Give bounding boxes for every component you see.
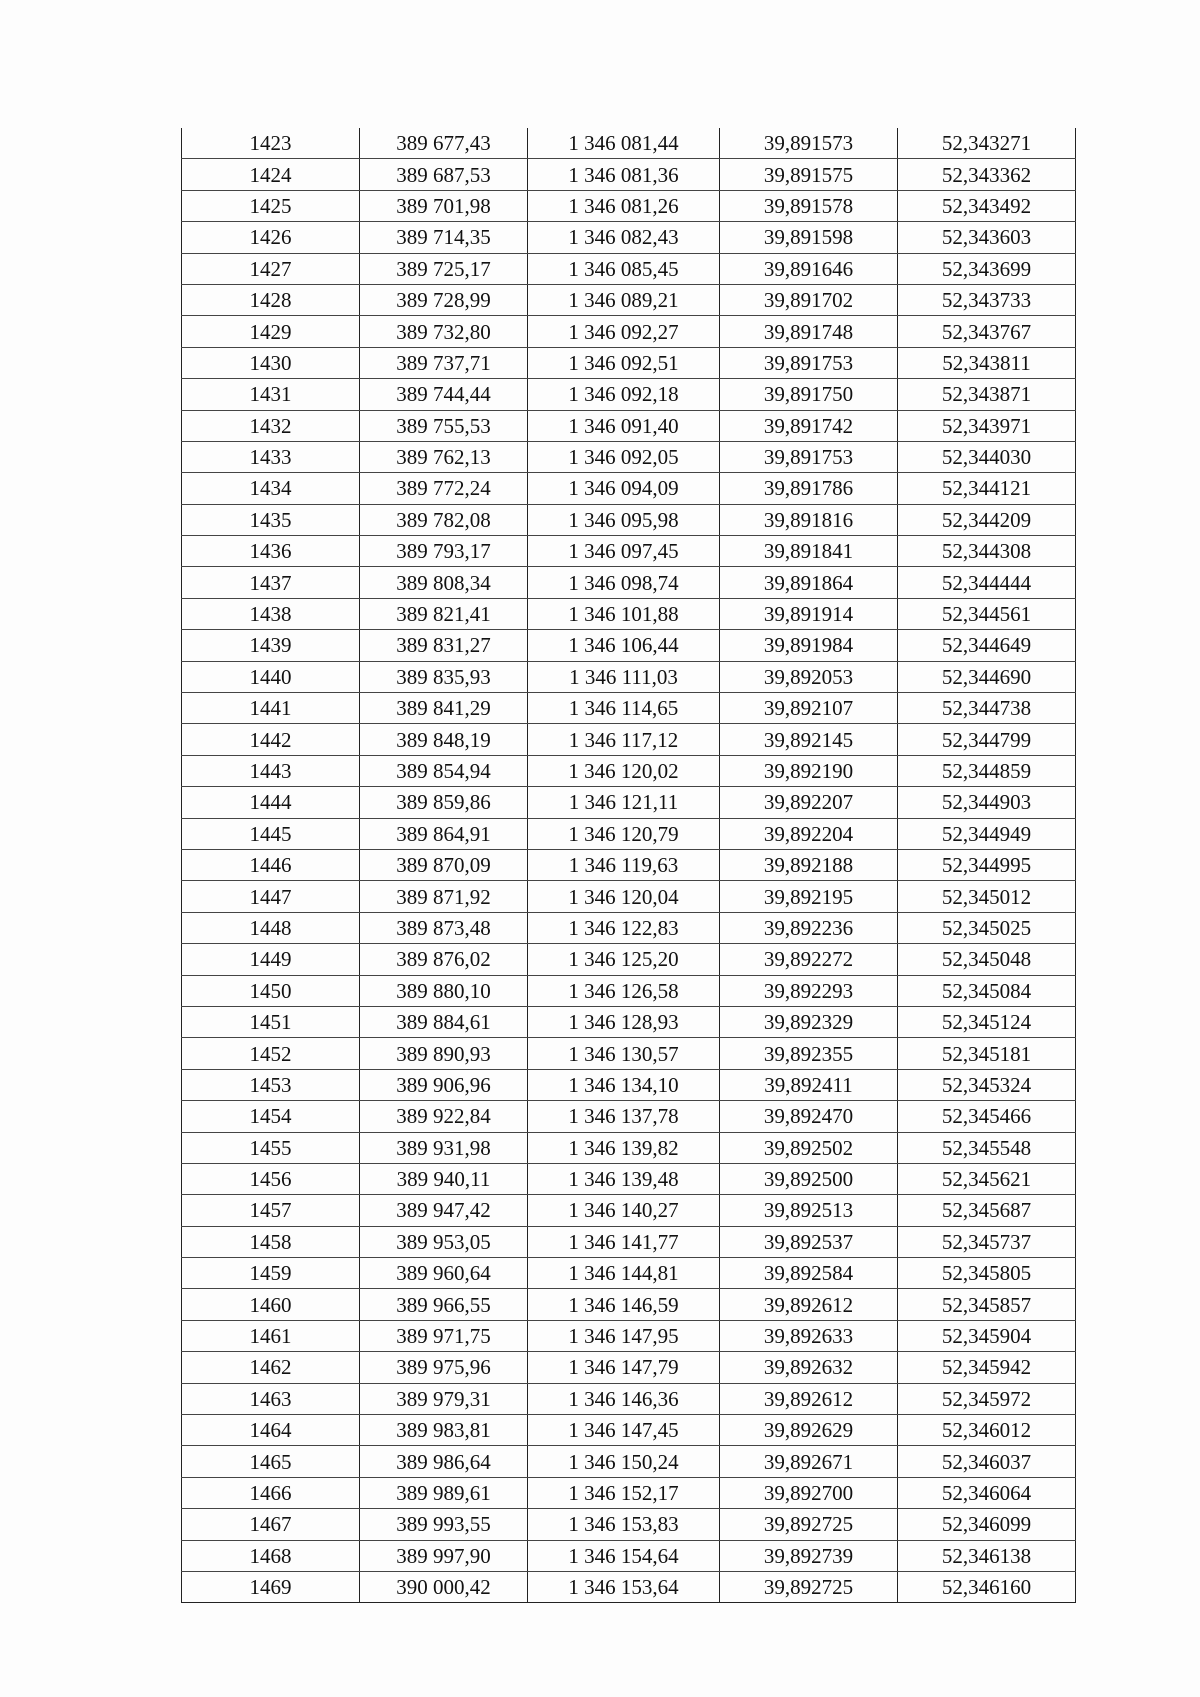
- latitude-cell: 52,345904: [898, 1320, 1076, 1351]
- x-coordinate-cell: 389 864,91: [360, 818, 528, 849]
- x-coordinate-cell: 389 732,80: [360, 316, 528, 347]
- point-number-cell: 1427: [182, 253, 360, 284]
- x-coordinate-cell: 389 848,19: [360, 724, 528, 755]
- table-row: [182, 316, 1076, 347]
- point-number-cell: 1457: [182, 1195, 360, 1226]
- x-coordinate-cell: 389 966,55: [360, 1289, 528, 1320]
- latitude-cell: 52,345972: [898, 1383, 1076, 1414]
- y-coordinate-cell: 1 346 117,12: [528, 724, 720, 755]
- point-number-cell: 1428: [182, 284, 360, 315]
- point-number-cell: 1434: [182, 473, 360, 504]
- latitude-cell: 52,344444: [898, 567, 1076, 598]
- table-row: [182, 1352, 1076, 1383]
- x-coordinate-cell: 389 854,94: [360, 755, 528, 786]
- point-number-cell: 1437: [182, 567, 360, 598]
- point-number-cell: 1429: [182, 316, 360, 347]
- table-row: [182, 1383, 1076, 1414]
- table-row: [182, 284, 1076, 315]
- latitude-cell: 52,345124: [898, 1006, 1076, 1037]
- longitude-cell: 39,892195: [720, 881, 898, 912]
- table-row: [182, 504, 1076, 535]
- longitude-cell: 39,891841: [720, 536, 898, 567]
- point-number-cell: 1444: [182, 787, 360, 818]
- latitude-cell: 52,345012: [898, 881, 1076, 912]
- latitude-cell: 52,344030: [898, 441, 1076, 472]
- longitude-cell: 39,892612: [720, 1383, 898, 1414]
- table-row: [182, 1226, 1076, 1257]
- y-coordinate-cell: 1 346 120,79: [528, 818, 720, 849]
- latitude-cell: 52,343971: [898, 410, 1076, 441]
- y-coordinate-cell: 1 346 094,09: [528, 473, 720, 504]
- longitude-cell: 39,892355: [720, 1038, 898, 1069]
- x-coordinate-cell: 389 989,61: [360, 1477, 528, 1508]
- latitude-cell: 52,344649: [898, 630, 1076, 661]
- x-coordinate-cell: 389 714,35: [360, 222, 528, 253]
- latitude-cell: 52,344799: [898, 724, 1076, 755]
- y-coordinate-cell: 1 346 120,02: [528, 755, 720, 786]
- table-row: [182, 222, 1076, 253]
- point-number-cell: 1460: [182, 1289, 360, 1320]
- x-coordinate-cell: 389 971,75: [360, 1320, 528, 1351]
- y-coordinate-cell: 1 346 098,74: [528, 567, 720, 598]
- point-number-cell: 1464: [182, 1415, 360, 1446]
- y-coordinate-cell: 1 346 091,40: [528, 410, 720, 441]
- latitude-cell: 52,343362: [898, 159, 1076, 190]
- y-coordinate-cell: 1 346 146,36: [528, 1383, 720, 1414]
- longitude-cell: 39,891748: [720, 316, 898, 347]
- latitude-cell: 52,346064: [898, 1477, 1076, 1508]
- y-coordinate-cell: 1 346 081,26: [528, 190, 720, 221]
- longitude-cell: 39,892537: [720, 1226, 898, 1257]
- point-number-cell: 1446: [182, 849, 360, 880]
- y-coordinate-cell: 1 346 147,79: [528, 1352, 720, 1383]
- table-row: [182, 1069, 1076, 1100]
- x-coordinate-cell: 389 831,27: [360, 630, 528, 661]
- table-row: [182, 473, 1076, 504]
- y-coordinate-cell: 1 346 089,21: [528, 284, 720, 315]
- point-number-cell: 1445: [182, 818, 360, 849]
- latitude-cell: 52,345942: [898, 1352, 1076, 1383]
- coordinates-table: [181, 128, 1076, 1603]
- longitude-cell: 39,892502: [720, 1132, 898, 1163]
- y-coordinate-cell: 1 346 144,81: [528, 1258, 720, 1289]
- y-coordinate-cell: 1 346 122,83: [528, 912, 720, 943]
- point-number-cell: 1435: [182, 504, 360, 535]
- latitude-cell: 52,344121: [898, 473, 1076, 504]
- x-coordinate-cell: 389 873,48: [360, 912, 528, 943]
- point-number-cell: 1452: [182, 1038, 360, 1069]
- table-row: [182, 630, 1076, 661]
- latitude-cell: 52,343492: [898, 190, 1076, 221]
- latitude-cell: 52,346160: [898, 1571, 1076, 1602]
- longitude-cell: 39,892739: [720, 1540, 898, 1571]
- table-row: [182, 1132, 1076, 1163]
- longitude-cell: 39,891816: [720, 504, 898, 535]
- y-coordinate-cell: 1 346 134,10: [528, 1069, 720, 1100]
- x-coordinate-cell: 389 755,53: [360, 410, 528, 441]
- latitude-cell: 52,345737: [898, 1226, 1076, 1257]
- latitude-cell: 52,344561: [898, 598, 1076, 629]
- point-number-cell: 1441: [182, 693, 360, 724]
- x-coordinate-cell: 389 762,13: [360, 441, 528, 472]
- table-row: [182, 849, 1076, 880]
- table-row: [182, 1101, 1076, 1132]
- longitude-cell: 39,891753: [720, 441, 898, 472]
- y-coordinate-cell: 1 346 101,88: [528, 598, 720, 629]
- y-coordinate-cell: 1 346 120,04: [528, 881, 720, 912]
- longitude-cell: 39,892725: [720, 1571, 898, 1602]
- y-coordinate-cell: 1 346 147,95: [528, 1320, 720, 1351]
- x-coordinate-cell: 389 782,08: [360, 504, 528, 535]
- point-number-cell: 1442: [182, 724, 360, 755]
- longitude-cell: 39,892236: [720, 912, 898, 943]
- x-coordinate-cell: 389 821,41: [360, 598, 528, 629]
- latitude-cell: 52,343767: [898, 316, 1076, 347]
- point-number-cell: 1451: [182, 1006, 360, 1037]
- table-row: [182, 912, 1076, 943]
- longitude-cell: 39,892204: [720, 818, 898, 849]
- table-row: [182, 347, 1076, 378]
- latitude-cell: 52,345466: [898, 1101, 1076, 1132]
- point-number-cell: 1438: [182, 598, 360, 629]
- longitude-cell: 39,892272: [720, 944, 898, 975]
- x-coordinate-cell: 390 000,42: [360, 1571, 528, 1602]
- point-number-cell: 1461: [182, 1320, 360, 1351]
- y-coordinate-cell: 1 346 106,44: [528, 630, 720, 661]
- x-coordinate-cell: 389 986,64: [360, 1446, 528, 1477]
- latitude-cell: 52,344949: [898, 818, 1076, 849]
- point-number-cell: 1431: [182, 379, 360, 410]
- table-row: [182, 441, 1076, 472]
- y-coordinate-cell: 1 346 139,82: [528, 1132, 720, 1163]
- point-number-cell: 1453: [182, 1069, 360, 1100]
- table-row: [182, 661, 1076, 692]
- table-row: [182, 1446, 1076, 1477]
- y-coordinate-cell: 1 346 081,44: [528, 128, 720, 159]
- latitude-cell: 52,345805: [898, 1258, 1076, 1289]
- longitude-cell: 39,891984: [720, 630, 898, 661]
- x-coordinate-cell: 389 701,98: [360, 190, 528, 221]
- x-coordinate-cell: 389 808,34: [360, 567, 528, 598]
- latitude-cell: 52,345687: [898, 1195, 1076, 1226]
- y-coordinate-cell: 1 346 081,36: [528, 159, 720, 190]
- y-coordinate-cell: 1 346 092,51: [528, 347, 720, 378]
- x-coordinate-cell: 389 772,24: [360, 473, 528, 504]
- x-coordinate-cell: 389 871,92: [360, 881, 528, 912]
- x-coordinate-cell: 389 993,55: [360, 1509, 528, 1540]
- y-coordinate-cell: 1 346 097,45: [528, 536, 720, 567]
- point-number-cell: 1466: [182, 1477, 360, 1508]
- point-number-cell: 1462: [182, 1352, 360, 1383]
- table-row: [182, 881, 1076, 912]
- x-coordinate-cell: 389 744,44: [360, 379, 528, 410]
- table-row: [182, 724, 1076, 755]
- y-coordinate-cell: 1 346 082,43: [528, 222, 720, 253]
- table-row: [182, 379, 1076, 410]
- table-row: [182, 536, 1076, 567]
- y-coordinate-cell: 1 346 147,45: [528, 1415, 720, 1446]
- y-coordinate-cell: 1 346 146,59: [528, 1289, 720, 1320]
- y-coordinate-cell: 1 346 130,57: [528, 1038, 720, 1069]
- latitude-cell: 52,343603: [898, 222, 1076, 253]
- x-coordinate-cell: 389 884,61: [360, 1006, 528, 1037]
- x-coordinate-cell: 389 931,98: [360, 1132, 528, 1163]
- y-coordinate-cell: 1 346 114,65: [528, 693, 720, 724]
- y-coordinate-cell: 1 346 121,11: [528, 787, 720, 818]
- table-row: [182, 818, 1076, 849]
- y-coordinate-cell: 1 346 126,58: [528, 975, 720, 1006]
- point-number-cell: 1469: [182, 1571, 360, 1602]
- longitude-cell: 39,892107: [720, 693, 898, 724]
- x-coordinate-cell: 389 876,02: [360, 944, 528, 975]
- y-coordinate-cell: 1 346 150,24: [528, 1446, 720, 1477]
- latitude-cell: 52,345621: [898, 1163, 1076, 1194]
- point-number-cell: 1440: [182, 661, 360, 692]
- latitude-cell: 52,343733: [898, 284, 1076, 315]
- table-row: [182, 1540, 1076, 1571]
- latitude-cell: 52,345548: [898, 1132, 1076, 1163]
- table-row: [182, 944, 1076, 975]
- longitude-cell: 39,892470: [720, 1101, 898, 1132]
- longitude-cell: 39,891753: [720, 347, 898, 378]
- longitude-cell: 39,892188: [720, 849, 898, 880]
- longitude-cell: 39,891742: [720, 410, 898, 441]
- x-coordinate-cell: 389 835,93: [360, 661, 528, 692]
- table-row: [182, 1163, 1076, 1194]
- latitude-cell: 52,343699: [898, 253, 1076, 284]
- longitude-cell: 39,892293: [720, 975, 898, 1006]
- latitude-cell: 52,345857: [898, 1289, 1076, 1320]
- longitude-cell: 39,892629: [720, 1415, 898, 1446]
- table-row: [182, 1571, 1076, 1602]
- point-number-cell: 1454: [182, 1101, 360, 1132]
- y-coordinate-cell: 1 346 125,20: [528, 944, 720, 975]
- x-coordinate-cell: 389 687,53: [360, 159, 528, 190]
- longitude-cell: 39,892633: [720, 1320, 898, 1351]
- y-coordinate-cell: 1 346 095,98: [528, 504, 720, 535]
- point-number-cell: 1456: [182, 1163, 360, 1194]
- table-row: [182, 755, 1076, 786]
- point-number-cell: 1432: [182, 410, 360, 441]
- longitude-cell: 39,892500: [720, 1163, 898, 1194]
- table-row: [182, 693, 1076, 724]
- table-row: [182, 1006, 1076, 1037]
- table-row: [182, 1509, 1076, 1540]
- longitude-cell: 39,891702: [720, 284, 898, 315]
- point-number-cell: 1447: [182, 881, 360, 912]
- point-number-cell: 1455: [182, 1132, 360, 1163]
- point-number-cell: 1468: [182, 1540, 360, 1571]
- longitude-cell: 39,892411: [720, 1069, 898, 1100]
- latitude-cell: 52,344308: [898, 536, 1076, 567]
- table-row: [182, 787, 1076, 818]
- point-number-cell: 1448: [182, 912, 360, 943]
- point-number-cell: 1458: [182, 1226, 360, 1257]
- longitude-cell: 39,891914: [720, 598, 898, 629]
- longitude-cell: 39,892612: [720, 1289, 898, 1320]
- latitude-cell: 52,346037: [898, 1446, 1076, 1477]
- table-row: [182, 975, 1076, 1006]
- longitude-cell: 39,892632: [720, 1352, 898, 1383]
- point-number-cell: 1449: [182, 944, 360, 975]
- x-coordinate-cell: 389 793,17: [360, 536, 528, 567]
- x-coordinate-cell: 389 728,99: [360, 284, 528, 315]
- table-row: [182, 1415, 1076, 1446]
- x-coordinate-cell: 389 983,81: [360, 1415, 528, 1446]
- longitude-cell: 39,891578: [720, 190, 898, 221]
- point-number-cell: 1459: [182, 1258, 360, 1289]
- table-row: [182, 1195, 1076, 1226]
- x-coordinate-cell: 389 997,90: [360, 1540, 528, 1571]
- x-coordinate-cell: 389 953,05: [360, 1226, 528, 1257]
- latitude-cell: 52,344738: [898, 693, 1076, 724]
- x-coordinate-cell: 389 979,31: [360, 1383, 528, 1414]
- longitude-cell: 39,892053: [720, 661, 898, 692]
- longitude-cell: 39,891575: [720, 159, 898, 190]
- x-coordinate-cell: 389 922,84: [360, 1101, 528, 1132]
- latitude-cell: 52,346012: [898, 1415, 1076, 1446]
- x-coordinate-cell: 389 940,11: [360, 1163, 528, 1194]
- longitude-cell: 39,892513: [720, 1195, 898, 1226]
- point-number-cell: 1425: [182, 190, 360, 221]
- latitude-cell: 52,346099: [898, 1509, 1076, 1540]
- y-coordinate-cell: 1 346 153,64: [528, 1571, 720, 1602]
- table-row: [182, 159, 1076, 190]
- x-coordinate-cell: 389 890,93: [360, 1038, 528, 1069]
- longitude-cell: 39,891786: [720, 473, 898, 504]
- x-coordinate-cell: 389 677,43: [360, 128, 528, 159]
- x-coordinate-cell: 389 737,71: [360, 347, 528, 378]
- longitude-cell: 39,892725: [720, 1509, 898, 1540]
- y-coordinate-cell: 1 346 152,17: [528, 1477, 720, 1508]
- latitude-cell: 52,344903: [898, 787, 1076, 818]
- latitude-cell: 52,345048: [898, 944, 1076, 975]
- y-coordinate-cell: 1 346 128,93: [528, 1006, 720, 1037]
- latitude-cell: 52,345025: [898, 912, 1076, 943]
- table-row: [182, 1258, 1076, 1289]
- latitude-cell: 52,343871: [898, 379, 1076, 410]
- point-number-cell: 1450: [182, 975, 360, 1006]
- y-coordinate-cell: 1 346 154,64: [528, 1540, 720, 1571]
- longitude-cell: 39,891646: [720, 253, 898, 284]
- y-coordinate-cell: 1 346 141,77: [528, 1226, 720, 1257]
- y-coordinate-cell: 1 346 092,18: [528, 379, 720, 410]
- y-coordinate-cell: 1 346 139,48: [528, 1163, 720, 1194]
- latitude-cell: 52,343271: [898, 128, 1076, 159]
- table-row: [182, 128, 1076, 159]
- point-number-cell: 1436: [182, 536, 360, 567]
- table-row: [182, 1477, 1076, 1508]
- longitude-cell: 39,891573: [720, 128, 898, 159]
- table-row: [182, 1038, 1076, 1069]
- y-coordinate-cell: 1 346 111,03: [528, 661, 720, 692]
- longitude-cell: 39,892190: [720, 755, 898, 786]
- table-row: [182, 410, 1076, 441]
- y-coordinate-cell: 1 346 092,27: [528, 316, 720, 347]
- x-coordinate-cell: 389 725,17: [360, 253, 528, 284]
- point-number-cell: 1430: [182, 347, 360, 378]
- y-coordinate-cell: 1 346 137,78: [528, 1101, 720, 1132]
- point-number-cell: 1426: [182, 222, 360, 253]
- point-number-cell: 1443: [182, 755, 360, 786]
- point-number-cell: 1424: [182, 159, 360, 190]
- table-row: [182, 1320, 1076, 1351]
- table-row: [182, 253, 1076, 284]
- table-row: [182, 567, 1076, 598]
- x-coordinate-cell: 389 975,96: [360, 1352, 528, 1383]
- x-coordinate-cell: 389 841,29: [360, 693, 528, 724]
- table-row: [182, 598, 1076, 629]
- coordinates-table-body: [182, 128, 1076, 1603]
- longitude-cell: 39,891864: [720, 567, 898, 598]
- latitude-cell: 52,344859: [898, 755, 1076, 786]
- latitude-cell: 52,345181: [898, 1038, 1076, 1069]
- point-number-cell: 1465: [182, 1446, 360, 1477]
- longitude-cell: 39,891598: [720, 222, 898, 253]
- y-coordinate-cell: 1 346 153,83: [528, 1509, 720, 1540]
- latitude-cell: 52,346138: [898, 1540, 1076, 1571]
- y-coordinate-cell: 1 346 092,05: [528, 441, 720, 472]
- x-coordinate-cell: 389 906,96: [360, 1069, 528, 1100]
- x-coordinate-cell: 389 859,86: [360, 787, 528, 818]
- point-number-cell: 1463: [182, 1383, 360, 1414]
- longitude-cell: 39,892584: [720, 1258, 898, 1289]
- latitude-cell: 52,344209: [898, 504, 1076, 535]
- latitude-cell: 52,345084: [898, 975, 1076, 1006]
- y-coordinate-cell: 1 346 119,63: [528, 849, 720, 880]
- y-coordinate-cell: 1 346 085,45: [528, 253, 720, 284]
- table-row: [182, 190, 1076, 221]
- table-row: [182, 1289, 1076, 1320]
- x-coordinate-cell: 389 880,10: [360, 975, 528, 1006]
- longitude-cell: 39,892700: [720, 1477, 898, 1508]
- x-coordinate-cell: 389 870,09: [360, 849, 528, 880]
- latitude-cell: 52,344690: [898, 661, 1076, 692]
- longitude-cell: 39,892671: [720, 1446, 898, 1477]
- x-coordinate-cell: 389 960,64: [360, 1258, 528, 1289]
- point-number-cell: 1423: [182, 128, 360, 159]
- longitude-cell: 39,892207: [720, 787, 898, 818]
- point-number-cell: 1439: [182, 630, 360, 661]
- latitude-cell: 52,345324: [898, 1069, 1076, 1100]
- point-number-cell: 1467: [182, 1509, 360, 1540]
- longitude-cell: 39,892145: [720, 724, 898, 755]
- latitude-cell: 52,344995: [898, 849, 1076, 880]
- y-coordinate-cell: 1 346 140,27: [528, 1195, 720, 1226]
- x-coordinate-cell: 389 947,42: [360, 1195, 528, 1226]
- longitude-cell: 39,892329: [720, 1006, 898, 1037]
- point-number-cell: 1433: [182, 441, 360, 472]
- latitude-cell: 52,343811: [898, 347, 1076, 378]
- longitude-cell: 39,891750: [720, 379, 898, 410]
